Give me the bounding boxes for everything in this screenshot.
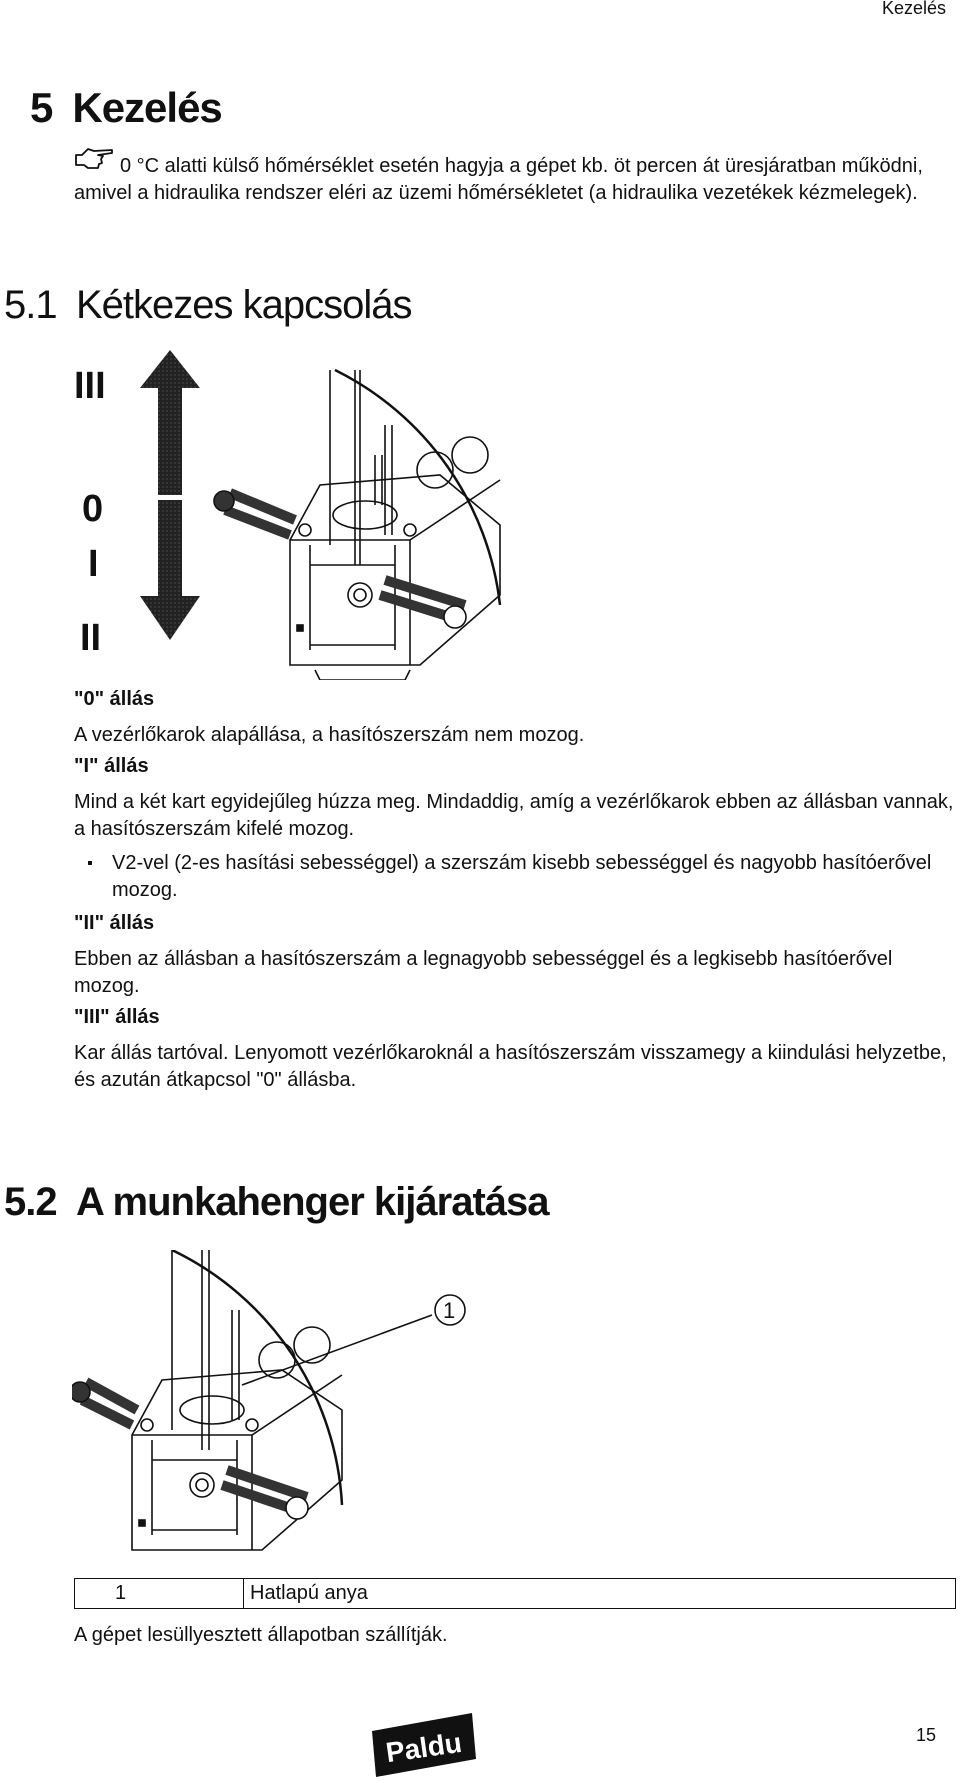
note-block [74, 153, 944, 207]
lever-label-II: II [80, 617, 102, 659]
position-I-text: Mind a két kart egyidejűleg húzza meg. Mindaddig, amíg a vezérlőkarok ebben az állásban vannak, a hasítószerszám kifelé mozog. [74, 791, 954, 840]
position-I-heading: "I" állás [74, 755, 149, 777]
position-III-heading: "III" állás [74, 1006, 160, 1028]
paldu-logo [372, 1713, 476, 1782]
position-0-text: A vezérlőkarok alapállása, a hasítószerszám nem mozog. [74, 724, 585, 746]
two-hand-control-illustration [210, 365, 510, 680]
cylinder-extension-illustration [72, 1250, 492, 1560]
position-0-heading: "0" állás [74, 688, 155, 710]
position-I-bullet: V2-vel (2-es hasítási sebességgel) a szerszám kisebb sebességgel és nagyobb hasítóerővel mozog. [112, 850, 952, 904]
pointing-hand-icon [74, 147, 114, 177]
transport-note: A gépet lesüllyesztett állapotban szállítják. [74, 1624, 448, 1646]
legend-key: 1 [75, 1579, 244, 1609]
position-II-heading: "II" állás [74, 912, 155, 934]
legend-table [74, 1578, 956, 1609]
legend-value: Hatlapú anya [244, 1579, 956, 1609]
lever-label-III: III [74, 365, 106, 407]
logo-text: Paldu [383, 1726, 464, 1769]
table-row [75, 1579, 956, 1609]
section-title-5-1: 5.1 Kétkezes kapcsolás [4, 283, 412, 327]
bullet-marker [88, 861, 92, 865]
page-number: 15 [915, 1725, 936, 1745]
note-text: 0 °C alatti külső hőmérséklet esetén hagyja a gépet kb. öt percen át üresjáratban működni, amivel a hidraulika rendszer eléri az üzemi hőmérsékletet (a hidraulika vezetékek kézmelegek). [74, 155, 923, 204]
chapter-title: 5 Kezelés [30, 84, 222, 131]
position-II-text: Ebben az állásban a hasítószerszám a legnagyobb sebességgel és a legkisebb hasítóerővel mozog. [74, 948, 893, 997]
section-title-5-2: 5.2 A munkahenger kijáratása [4, 1180, 549, 1224]
position-III-text: Kar állás tartóval. Lenyomott vezérlőkaroknál a hasítószerszám visszamegy a kiindulási helyzetbe, és azután átkapcsol "0" állásba. [74, 1042, 947, 1091]
callout-number: 1 [443, 1298, 456, 1323]
lever-label-0: 0 [82, 488, 104, 530]
running-header: Kezelés [881, 0, 946, 18]
lever-direction-arrows [138, 350, 202, 642]
lever-label-I: I [88, 543, 99, 585]
